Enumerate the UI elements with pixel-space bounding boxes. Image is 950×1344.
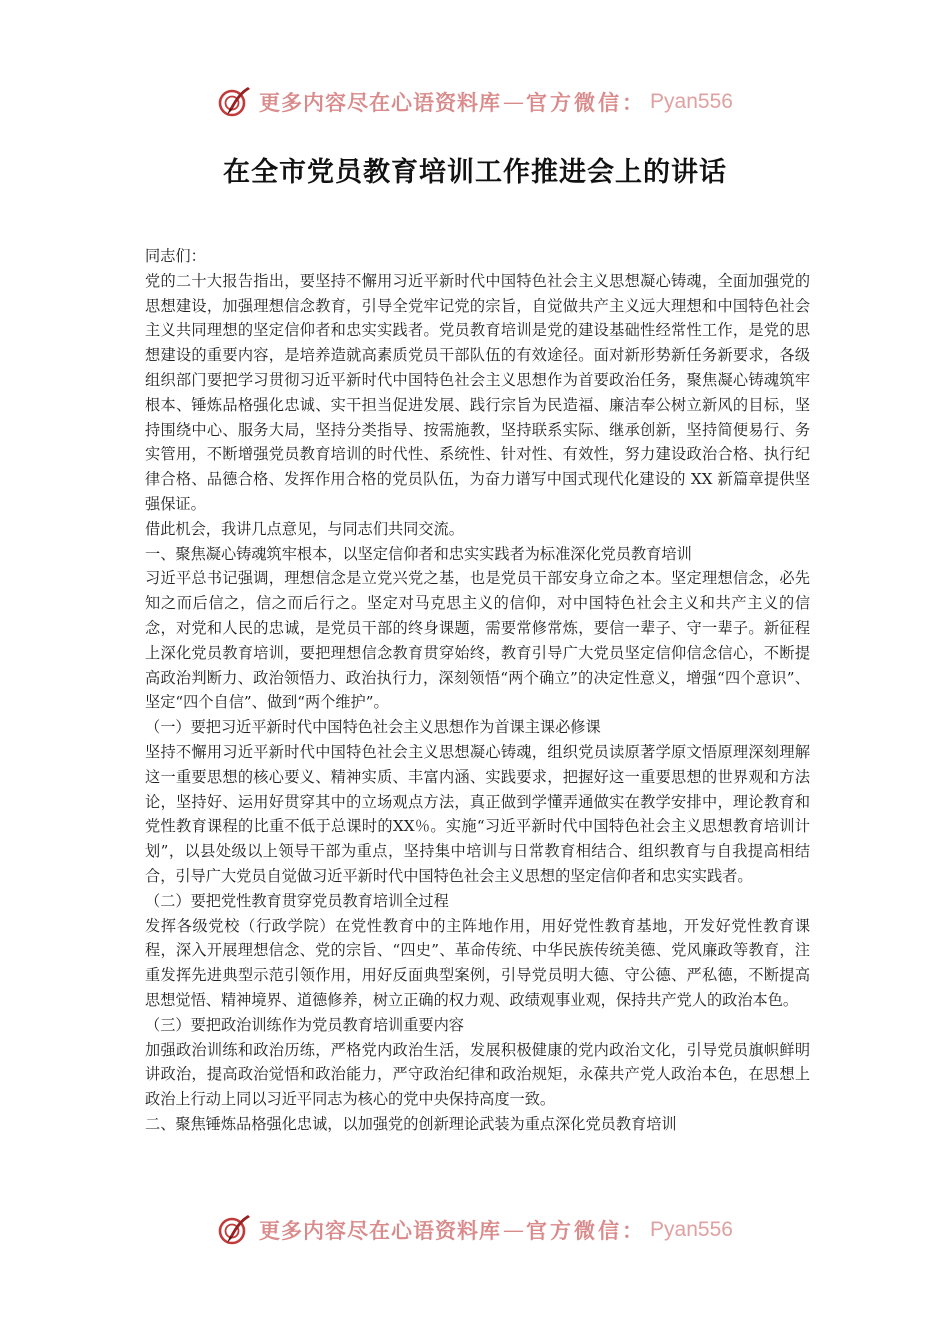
body-paragraph: 坚持不懈用习近平新时代中国特色社会主义思想凝心铸魂，组织党员读原著学原文悟原理深刻理解这一重要思想的核心要义、精神实质、丰富内涵、实践要求，把握好这一重要思想的世界观和方法论，坚持好、运用好贯穿其中的立场观点方法，真正做到学懂弄通做实在教学安排中，理论教育和党性教育课程的比重不低于总课时的XX％。实施“习近平新时代中国特色社会主义思想教育培训计划”，以县处级以上领导干部为重点，坚持集中培训与日常教育相结合、组织教育与自我提高相结合，引导广大党员自觉做习近平新时代中国特色社会主义思想的坚定信仰者和忠实实践者。 bbox=[145, 742, 810, 885]
body-paragraph: 借此机会，我讲几点意见，与同志们共同交流。 bbox=[145, 519, 464, 538]
subsection-heading: （三）要把政治训练作为党员教育培训重要内容 bbox=[145, 1015, 464, 1034]
watermark-tagline: 更多内容尽在心语资料库 bbox=[259, 1218, 502, 1243]
watermark-tagline: 更多内容尽在心语资料库 bbox=[259, 90, 502, 115]
watermark-wechat-id: Pyan556 bbox=[650, 90, 733, 113]
body-paragraph: 习近平总书记强调，理想信念是立党兴党之基，也是党员干部安身立命之本。坚定理想信念，必先知之而后信之，信之而后行之。坚定对马克思主义的信仰，对中国特色社会主义和共产主义的信念，对党和人民的忠诚，是党员干部的终身课题，需要常修常炼，要信一辈子、守一辈子。新征程上深化党员教育培训，要把理想信念教育贯穿始终，教育引导广大党员坚定信仰信念信心，不断提高政治判断力、政治领悟力、政治执行力，深刻领悟“两个确立”的决定性意义，增强“四个意识”、坚定“四个自信”、做到“两个维护”。 bbox=[145, 569, 810, 712]
body-paragraph: 加强政治训练和政治历练，严格党内政治生活，发展积极健康的党内政治文化，引导党员旗帜鲜明讲政治，提高政治觉悟和政治能力，严守政治纪律和政治规矩，永葆共产党人政治本色，在思想上政治上行动上同以习近平同志为核心的党中央保持高度一致。 bbox=[145, 1040, 810, 1109]
salutation: 同志们： bbox=[145, 247, 206, 265]
header-watermark-banner bbox=[0, 80, 950, 124]
document-body bbox=[145, 244, 810, 1137]
watermark-separator: — bbox=[503, 90, 525, 114]
body-paragraph: 党的二十大报告指出，要坚持不懈用习近平新时代中国特色社会主义思想凝心铸魂，全面加强党的思想建设，加强理想信念教育，引导全党牢记党的宗旨，自觉做共产主义远大理想和中国特色社会主义共同理想的坚定信仰者和忠实实践者。党员教育培训是党的建设基础性经常性工作，是党的思想建设的重要内容，是培养造就高素质党员干部队伍的有效途径。面对新形势新任务新要求，各级组织部门要把学习贯彻习近平新时代中国特色社会主义思想作为首要政治任务，聚焦凝心铸魂筑牢根本、锤炼品格强化忠诚、实干担当促进发展、践行宗旨为民造福、廉洁奉公树立新风的目标，坚持围绕中心、服务大局，坚持分类指导、按需施教，坚持联系实际、继承创新，坚持简便易行、务实管用，不断增强党员教育培训的时代性、系统性、针对性、有效性，努力建设政治合格、执行纪律合格、品德合格、发挥作用合格的党员队伍，为奋力谱写中国式现代化建设的 XX 新篇章提供坚强保证。 bbox=[145, 271, 810, 513]
section-heading: 一、聚焦凝心铸魂筑牢根本，以坚定信仰者和忠实实践者为标准深化党员教育培训 bbox=[145, 544, 692, 563]
quill-logo-icon bbox=[217, 84, 253, 120]
subsection-heading: （一）要把习近平新时代中国特色社会主义思想作为首课主课必修课 bbox=[145, 718, 601, 737]
watermark-wechat-label: 官方微信： bbox=[526, 1218, 647, 1243]
footer-watermark-banner bbox=[0, 1208, 950, 1252]
watermark-separator: — bbox=[503, 1218, 525, 1242]
quill-logo-icon bbox=[217, 1212, 253, 1248]
section-heading: 二、聚焦锤炼品格强化忠诚，以加强党的创新理论武装为重点深化党员教育培训 bbox=[145, 1114, 677, 1133]
watermark-wechat-label: 官方微信： bbox=[526, 90, 647, 115]
subsection-heading: （二）要把党性教育贯穿党员教育培训全过程 bbox=[145, 891, 449, 910]
document-title: 在全市党员教育培训工作推进会上的讲话 bbox=[223, 157, 727, 188]
body-paragraph: 发挥各级党校（行政学院）在党性教育中的主阵地作用，用好党性教育基地，开发好党性教育课程，深入开展理想信念、党的宗旨、“四史”、革命传统、中华民族传统美德、党风廉政等教育，注重发挥先进典型示范引领作用，用好反面典型案例，引导党员明大德、守公德、严私德，不断提高思想觉悟、精神境界、道德修养，树立正确的权力观、政绩观事业观，保持共产党人的政治本色。 bbox=[145, 916, 810, 1009]
watermark-wechat-id: Pyan556 bbox=[650, 1218, 733, 1241]
